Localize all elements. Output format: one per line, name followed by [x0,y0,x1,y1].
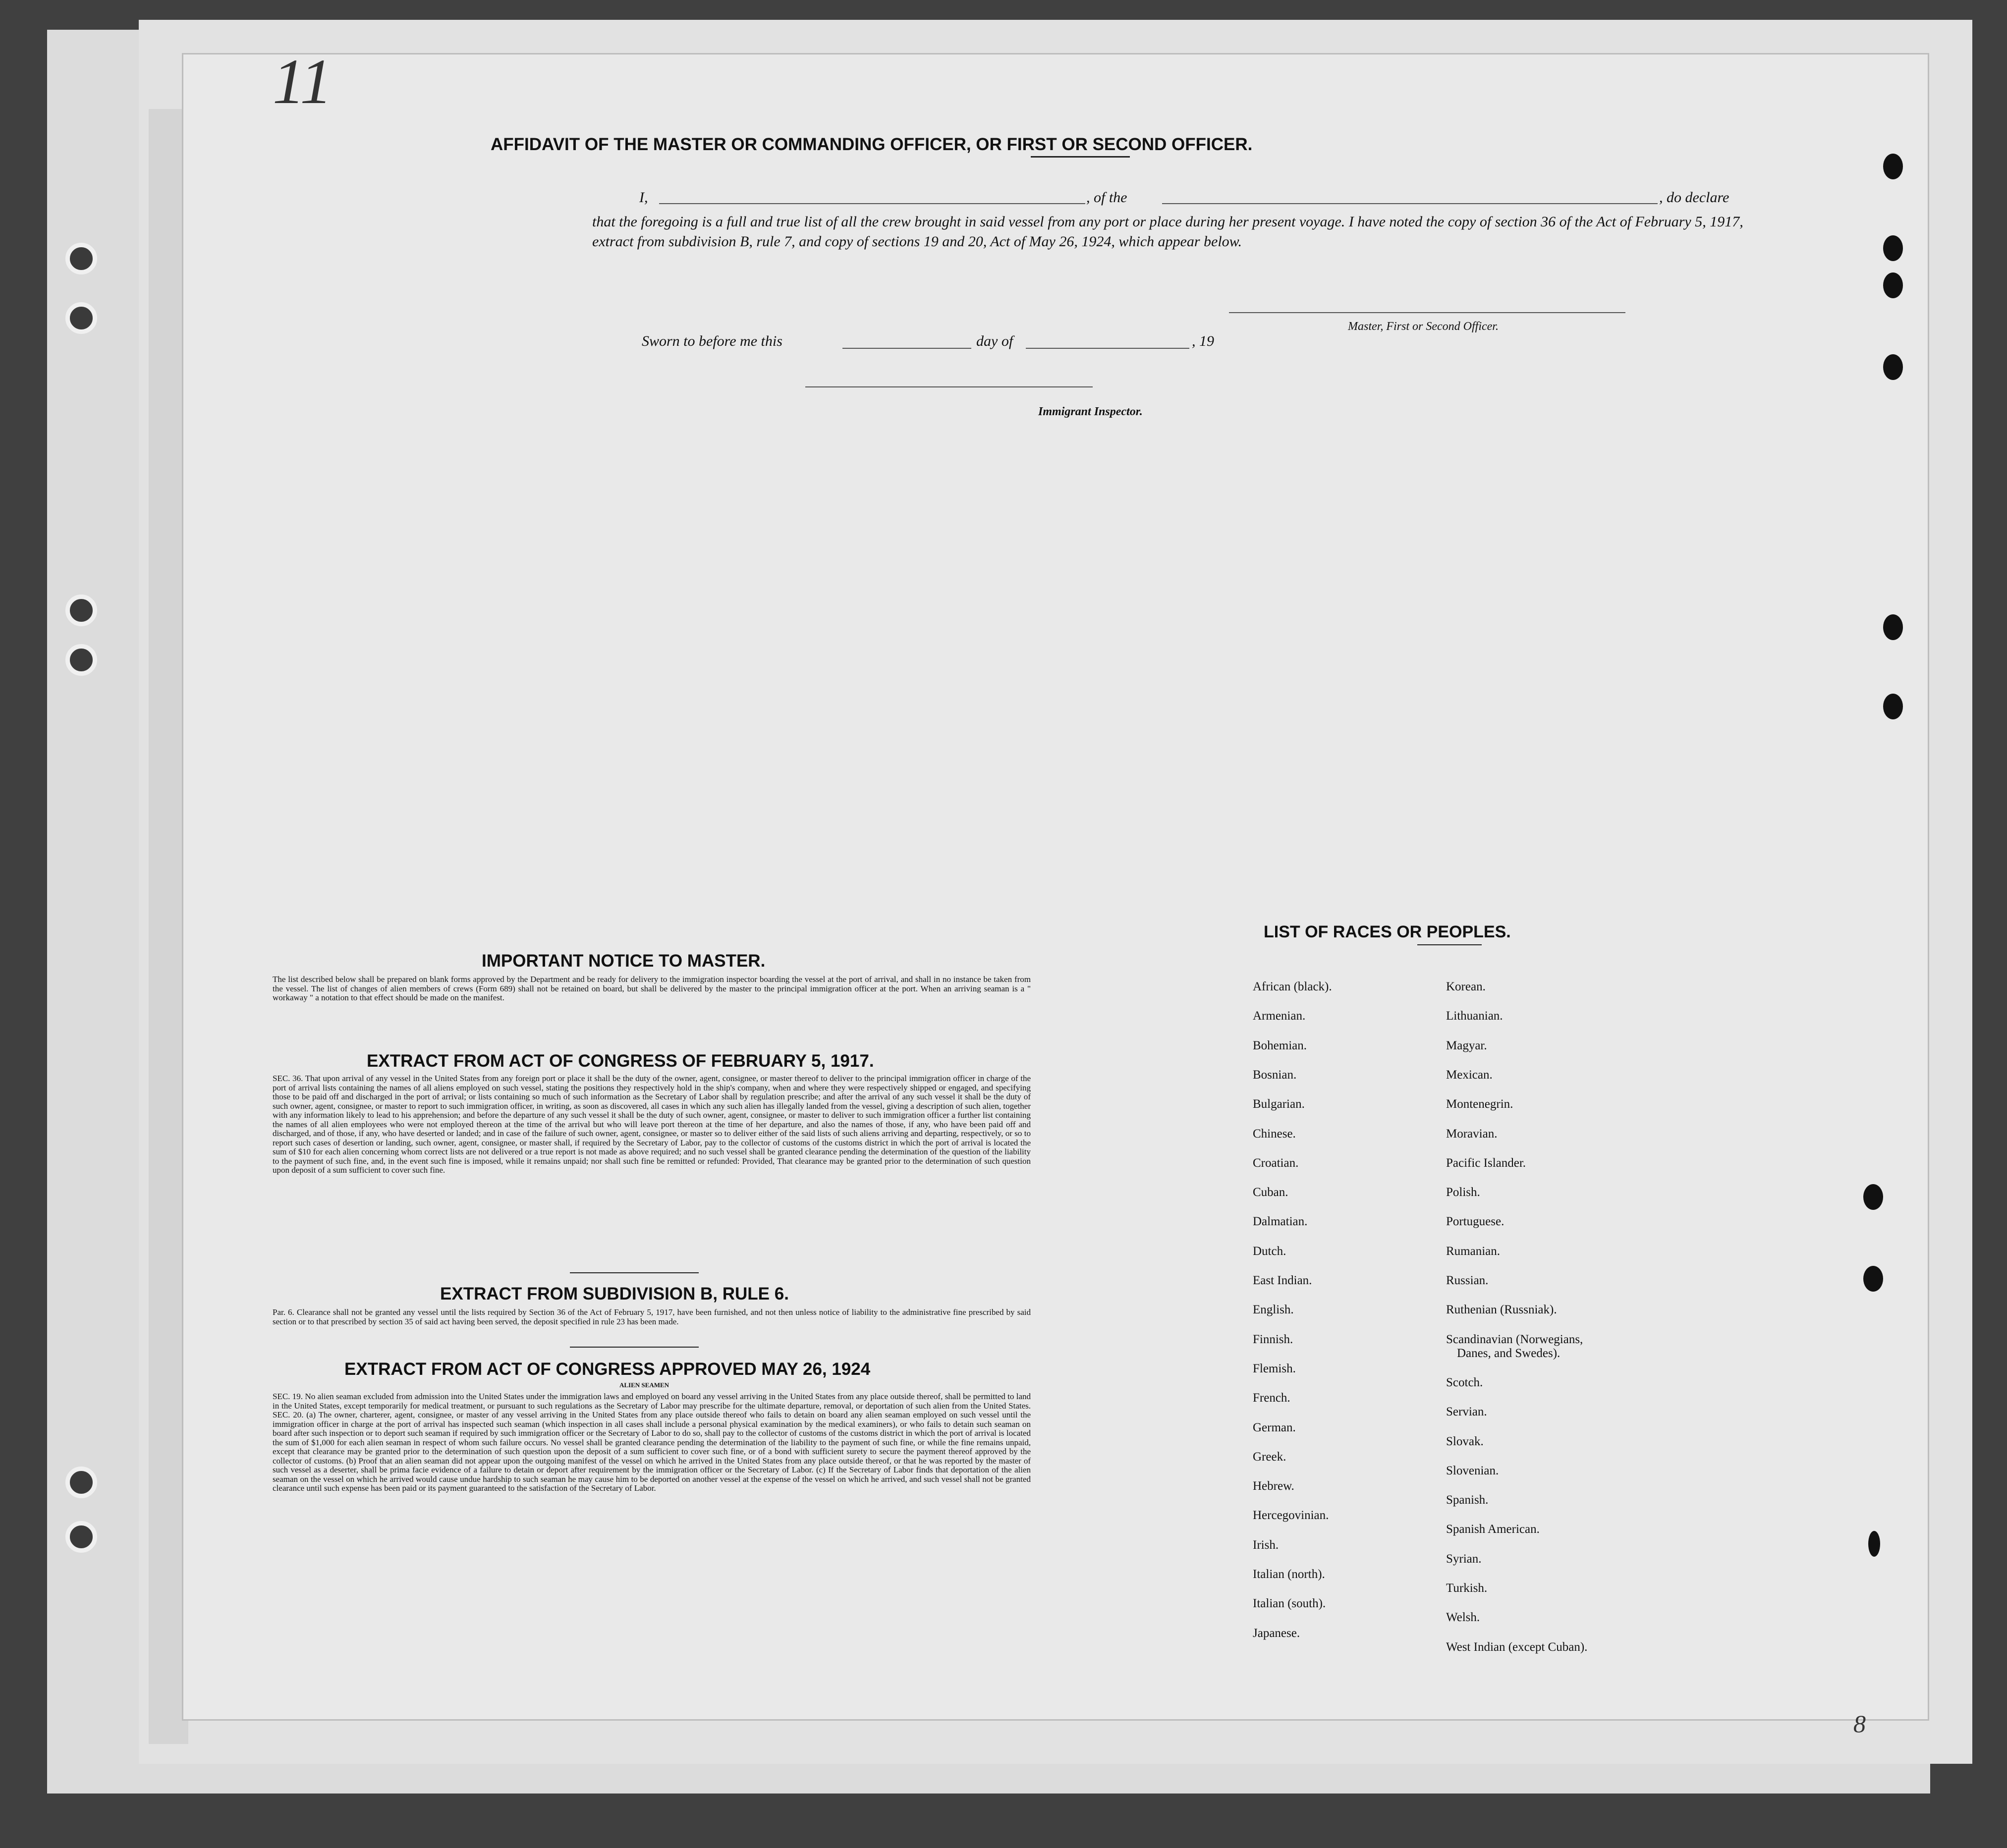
race-item: Welsh. [1446,1611,1480,1625]
affidavit-of-the-label: , of the [1086,189,1127,206]
race-item: Korean. [1446,980,1486,993]
notice-body: The list described below shall be prepared on blank forms approved by the Department and be ready for delivery to the immigration inspector boarding the vessel at the port of arrival, and shall in no instance be taken from the vessel. The list of changes of alien members of crews (Form 689) shall not be retained on board, but shall be delivered by the master to the principal immigration officer at the port. When an arriving seaman is a " workaway " a notation to that effect should be made on the manifest. [273,975,1031,1002]
race-item: Armenian. [1253,1009,1306,1023]
races-title: LIST OF RACES OR PEOPLES. [1264,923,1511,941]
race-item: Dalmatian. [1253,1215,1308,1229]
race-item: Flemish. [1253,1361,1296,1375]
punch-hole [1883,614,1903,640]
underlying-page-strip [149,109,188,1744]
day-of-label: day of [976,333,1013,349]
extract-1917-title: EXTRACT FROM ACT OF CONGRESS OF FEBRUARY 5, 1917. [367,1051,874,1071]
race-item: German. [1253,1420,1296,1434]
race-item: East Indian. [1253,1274,1312,1287]
sworn-label: Sworn to before me this [642,333,782,349]
binder-ring [65,1521,97,1553]
race-item: Slovenian. [1446,1464,1499,1477]
race-item: English. [1253,1303,1294,1317]
race-item: Rumanian. [1446,1244,1501,1258]
rule6-title: EXTRACT FROM SUBDIVISION B, RULE 6. [440,1284,789,1304]
race-item: Japanese. [1253,1626,1300,1640]
punch-hole [1883,272,1903,298]
punch-hole [1883,354,1903,380]
title-divider [1031,156,1130,158]
race-item: Lithuanian. [1446,1009,1503,1023]
race-item: Portuguese. [1446,1215,1505,1229]
race-item: Chinese. [1253,1127,1296,1141]
race-item: West Indian (except Cuban). [1446,1640,1588,1654]
race-item: Bulgarian. [1253,1097,1305,1111]
race-item: Bosnian. [1253,1068,1297,1082]
master-signature-line [1229,312,1625,313]
binder-ring [65,595,97,626]
section-divider [570,1272,699,1273]
form-page [183,46,1928,1738]
sworn-day-line [842,348,971,349]
vessel-name-line [1162,203,1658,204]
race-item: Pacific Islander. [1446,1156,1526,1170]
year-label: , 19 [1192,333,1214,349]
punch-hole [1883,694,1903,719]
affidavit-title: AFFIDAVIT OF THE MASTER OR COMMANDING OFFICER, OR FIRST OR SECOND OFFICER. [491,135,1253,154]
binder-ring [65,1467,97,1498]
punch-hole [1868,1531,1880,1557]
race-item: Scandinavian (Norwegians, [1446,1332,1583,1346]
master-signature-label: Master, First or Second Officer. [1348,320,1499,333]
punch-hole [1863,1184,1883,1210]
races-divider [1417,944,1482,945]
binder-ring [65,243,97,274]
sworn-month-line [1026,348,1189,349]
race-item: Polish. [1446,1186,1480,1199]
race-item: Irish. [1253,1538,1279,1552]
race-item: Ruthenian (Russniak). [1446,1303,1557,1317]
rule6-body: Par. 6. Clearance shall not be granted any vessel until the lists required by Section 36 of the Act of February 5, 1917, have been furnished, and not then unless notice of liability to the administrative fine prescribed by said section or to that prescribed by section 35 of said act having been served, the deposit specified in rule 23 has been made. [273,1307,1031,1326]
binder-ring [65,302,97,334]
handwritten-number: 11 [273,46,333,117]
race-item: French. [1253,1391,1290,1405]
section-divider [570,1347,699,1348]
notice-title: IMPORTANT NOTICE TO MASTER. [482,951,766,971]
punch-hole [1883,235,1903,261]
extract-1917-body: SEC. 36. That upon arrival of any vessel in the United States from any foreign port or place it shall be the duty of the owner, agent, consignee, or master thereof to deliver to the principal immigration officer in charge of the port of arrival lists containing the names of all aliens employed on such vessel, stating the positions they respectively hold in the ship's company, when and where they were respectively shipped or engaged, and specifying those to be paid off and discharged in the port of arrival; or lists containing so much of such information as the Secretary of Labor shall by regulation prescribe; and after the arrival of any such vessel it shall be the duty of such owner, agent, consignee, or master to report to such immigration officer, in writing, as soon as discovered, all cases in which any such alien has illegally landed from the vessel, giving a description of such alien, together with any information likely to lead to his apprehension; and before the departure of any such vessel it shall be the duty of such owner, agent, consignee, or master to deliver to such immigration officer a further list containing the names of all alien employees who were not employed thereon at the time of the arrival but who will leave port thereon at the time of her departure, and also the names of those, if any, who have been paid off and discharged, and of those, if any, who have deserted or landed; and in case of the failure of such owner, agent, consignee, or master so to deliver either of the said lists of such aliens arriving and departing, respectively, or so to report such cases of desertion or landing, such owner, agent, consignee, or master shall, if required by the Secretary of Labor, pay to the collector of customs of the customs district in which the port of arrival is located the sum of $10 for each alien concerning whom correct lists are not delivered or a true report is not made as above required; and no such vessel shall be granted clearance pending the determination of the question of the liability to the payment of such fine, and, in the event such fine is imposed, while it remains unpaid; nor shall such fine be remitted or refunded: Provided, That clearance may be granted prior to the determination of such question upon deposit of a sum sufficient to cover such fine. [273,1074,1031,1175]
race-item: Croatian. [1253,1156,1299,1170]
race-item: Danes, and Swedes). [1457,1346,1561,1360]
race-item: Magyar. [1446,1038,1487,1052]
handwritten-corner-mark: 8 [1853,1710,1866,1738]
master-name-line [659,203,1085,204]
punch-hole [1883,154,1903,179]
race-item: Hebrew. [1253,1479,1294,1493]
affidavit-declare-label: , do declare [1659,189,1729,206]
race-item: Spanish. [1446,1493,1489,1507]
race-item: Hercegovinian. [1253,1509,1329,1522]
extract-1924-subtitle: ALIEN SEAMEN [619,1381,669,1389]
affidavit-i-label: I, [639,189,648,206]
affidavit-statement: that the foregoing is a full and true list of all the crew brought in said vessel from any port or place during her present voyage. I have noted the copy of section 36 of the Act of February 5, 1917, extract from subdivision B, rule 7, and copy of sections 19 and 20, Act of May 26, 1924, which appear below. [592,214,1743,250]
race-item: Bohemian. [1253,1038,1307,1052]
race-item: Moravian. [1446,1127,1498,1141]
race-item: Montenegrin. [1446,1097,1513,1111]
race-item: Greek. [1253,1450,1286,1464]
race-item: Italian (south). [1253,1597,1326,1611]
race-item: Spanish American. [1446,1522,1540,1536]
race-item: Russian. [1446,1274,1489,1287]
race-item: Scotch. [1446,1375,1483,1389]
race-item: Mexican. [1446,1068,1493,1082]
extract-1924-title: EXTRACT FROM ACT OF CONGRESS APPROVED MAY 26, 1924 [344,1359,871,1379]
race-item: Dutch. [1253,1244,1286,1258]
inspector-signature-line [805,386,1093,387]
extract-1924-body: SEC. 19. No alien seaman excluded from admission into the United States under the immigration laws and employed on board any vessel arriving in the United States from any place outside thereof, shall be permitted to land in the United States, except temporarily for medical treatment, or pursuant to such regulations as the Secretary of Labor may prescribe for the ultimate departure, removal, or deportation of such alien from the United States. SEC. 20. (a) The owner, charterer, agent, consignee, or master of any vessel arriving in the United States from any place outside thereof who fails to detain on board any alien seaman employed on such vessel until the immigration officer in charge at the port of arrival has inspected such seaman (which inspection in all cases shall include a personal physical examination by the medical examiners), or who fails to detain such seaman on board after such inspection or to deport such seaman if required by such immigration officer or the Secretary of Labor to do so, shall pay to the collector of customs of the customs district in which the port of arrival is located the sum of $1,000 for each alien seaman in respect of whom such failure occurs. No vessel shall be granted clearance pending the determination of the liability to the payment of such fine, or while the fine remains unpaid, except that clearance may be granted prior to the determination of such question upon the deposit of a sum sufficient to cover such fine, or of a bond with sufficient surety to secure the payment thereof approved by the collector of customs. (b) Proof that an alien seaman did not appear upon the outgoing manifest of the vessel on which he arrived in the United States from any place outside thereof, or that he was reported by the master of such vessel as a deserter, shall be prima facie evidence of a failure to detain or deport after requirement by the immigration officer or the Secretary of Labor. (c) If the Secretary of Labor finds that deportation of the alien seaman on the vessel on which he arrived would cause undue hardship to such seaman he may cause him to be deported on another vessel at the expense of the vessel on which he arrived, and such vessel shall not be granted clearance until such expense has been paid or its payment guaranteed to the satisfaction of the Secretary of Labor. [273,1392,1031,1493]
race-item: Turkish. [1446,1581,1488,1595]
race-item: Italian (north). [1253,1568,1325,1581]
punch-hole [1863,1266,1883,1292]
race-item: Finnish. [1253,1332,1293,1346]
race-item: African (black). [1253,980,1332,993]
binder-ring [65,644,97,676]
race-item: Slovak. [1446,1434,1484,1448]
inspector-label: Immigrant Inspector. [1038,405,1143,418]
race-item: Servian. [1446,1405,1487,1419]
race-item: Cuban. [1253,1186,1288,1199]
race-item: Syrian. [1446,1552,1482,1566]
